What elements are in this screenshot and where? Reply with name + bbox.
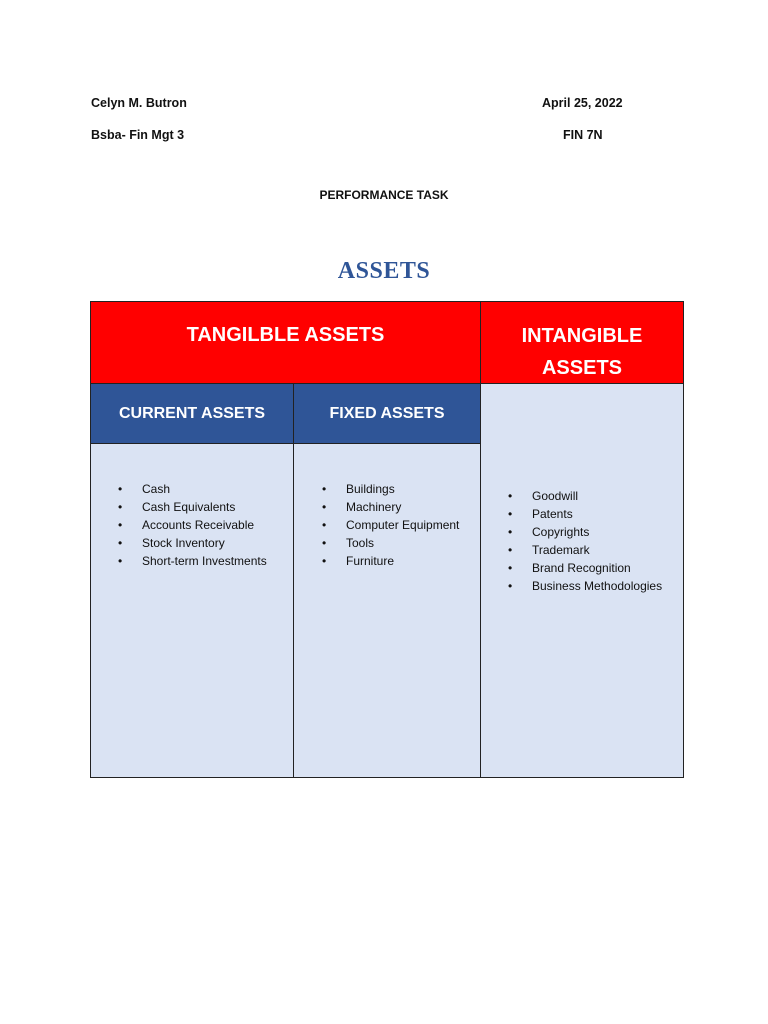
intangible-assets-list xyxy=(508,487,662,595)
list-item: • Accounts Receivable xyxy=(118,516,267,534)
tangible-assets-header-label: TANGILBLE ASSETS xyxy=(186,324,385,346)
fixed-assets-list xyxy=(322,480,459,570)
student-name: Celyn M. Butron xyxy=(91,96,187,110)
list-item: • Goodwill xyxy=(508,487,662,505)
assets-table xyxy=(90,301,684,778)
class-section: FIN 7N xyxy=(563,128,603,142)
student-course: Bsba- Fin Mgt 3 xyxy=(91,128,185,142)
list-item: • Patents xyxy=(508,505,662,523)
submission-date: April 25, 2022 xyxy=(542,96,623,110)
current-assets-list xyxy=(118,480,267,570)
task-title: PERFORMANCE TASK xyxy=(319,188,449,202)
list-item: • Furniture xyxy=(322,552,459,570)
list-item: • Tools xyxy=(322,534,459,552)
fixed-assets-cell xyxy=(294,444,481,777)
list-item: • Stock Inventory xyxy=(118,534,267,552)
intangible-assets-cell xyxy=(481,384,683,777)
list-item: • Computer Equipment xyxy=(322,516,459,534)
list-item: • Cash Equivalents xyxy=(118,498,267,516)
list-item: • Machinery xyxy=(322,498,459,516)
fixed-assets-header xyxy=(294,384,481,444)
list-item: • Short-term Investments xyxy=(118,552,267,570)
list-item: • Cash xyxy=(118,480,267,498)
list-item: • Trademark xyxy=(508,541,662,559)
intangible-assets-header: INTANGIBLE ASSETS xyxy=(481,302,683,384)
current-assets-header xyxy=(91,384,294,444)
list-item: • Business Methodologies xyxy=(508,577,662,595)
tangible-assets-header xyxy=(91,302,481,384)
list-item: • Copyrights xyxy=(508,523,662,541)
current-assets-cell xyxy=(91,444,294,777)
current-assets-header-label: CURRENT ASSETS xyxy=(118,404,266,422)
fixed-assets-header-label: FIXED ASSETS xyxy=(329,404,445,422)
assets-title: ASSETS xyxy=(337,258,431,284)
list-item: • Brand Recognition xyxy=(508,559,662,577)
list-item: • Buildings xyxy=(322,480,459,498)
